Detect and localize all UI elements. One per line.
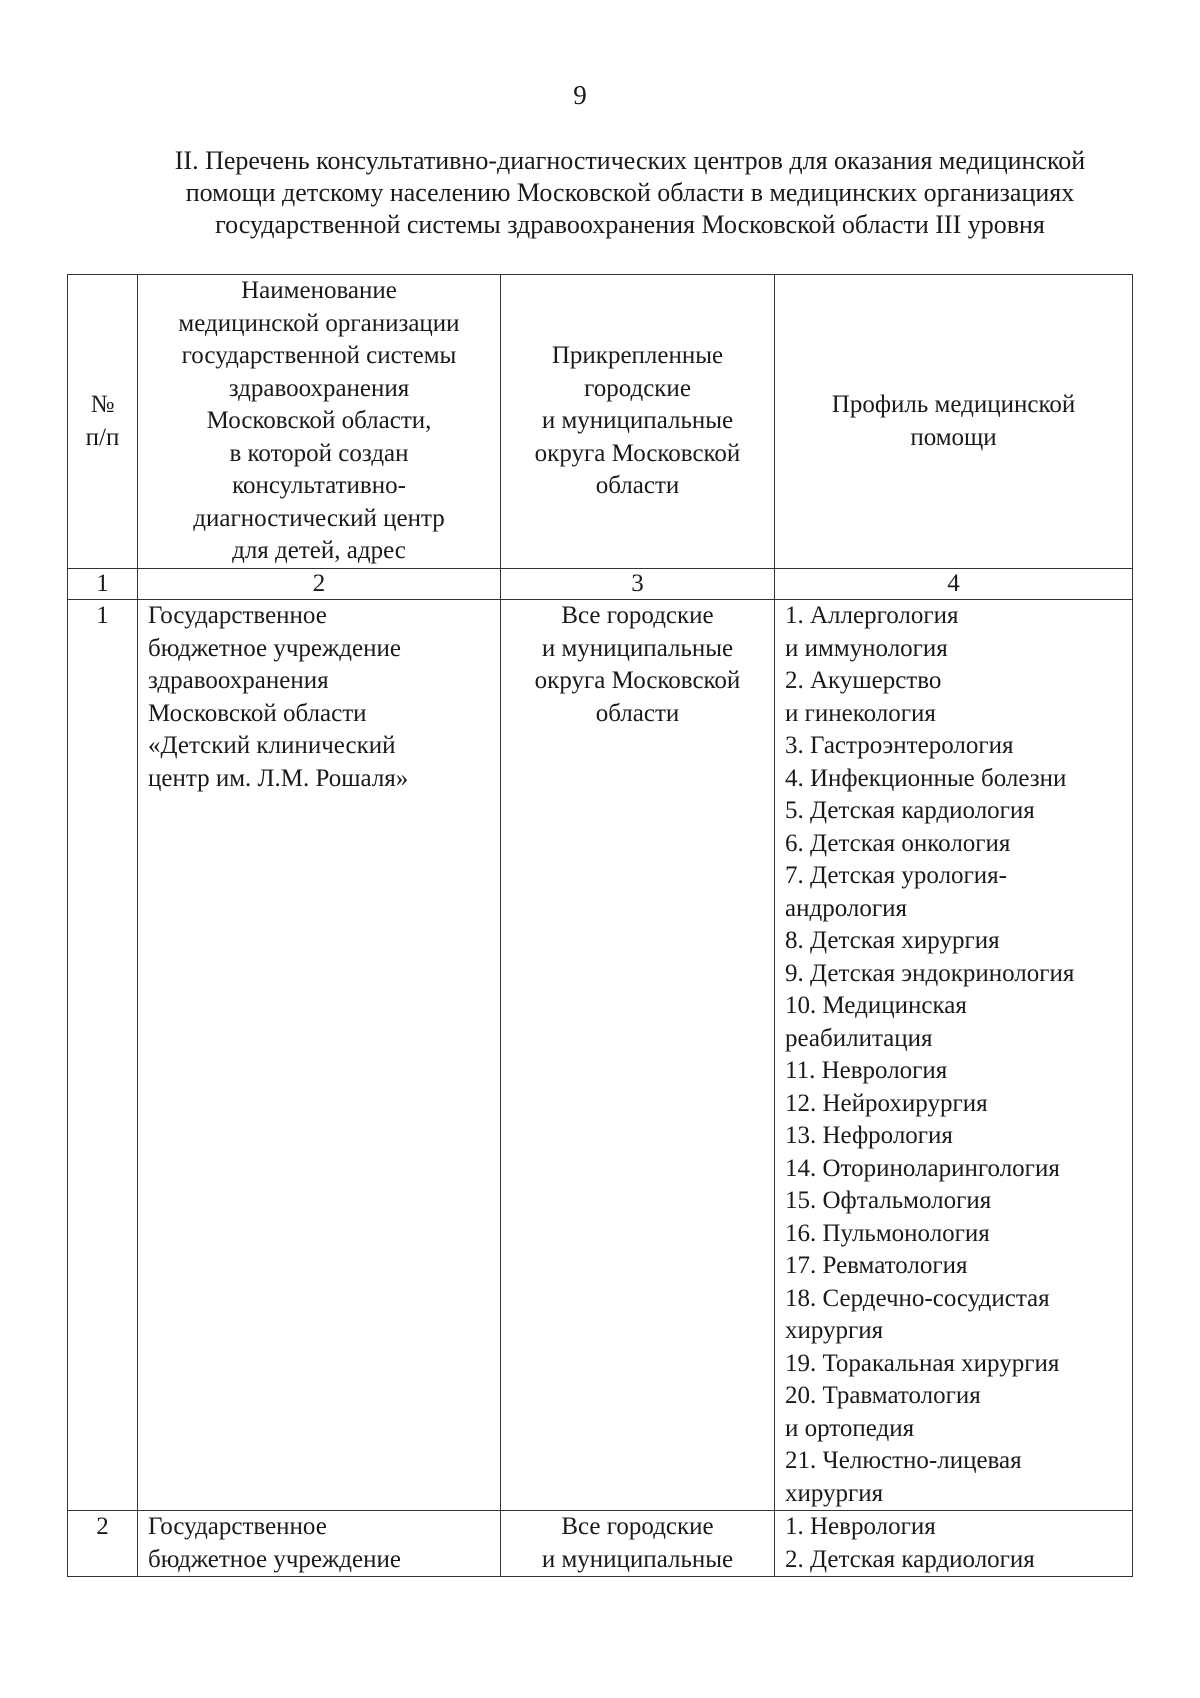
- organization-name-cell: Государственное бюджетное учреждение: [138, 1511, 501, 1577]
- header-number: № п/п: [68, 275, 138, 569]
- column-index: 4: [775, 569, 1133, 600]
- column-index: 2: [138, 569, 501, 600]
- title-line: государственной системы здравоохранения Московской области III уровня: [215, 210, 1045, 239]
- profile-list-cell: 1. Аллергология и иммунология 2. Акушерство и гинекология 3. Гастроэнтерология 4. Инфекционные болезни 5. Детская кардиология 6. Детская онкология 7. Детская урология- андрология 8. Детская хирургия 9. Детская эндокринология 10. Медицинская реабилитация 11. Неврология 12. Нейрохирургия 13. Нефрология 14. Оториноларингология 15. Офтальмология 16. Пульмонология 17. Ревматология 18. Сердечно-сосудистая хирургия 19. Торакальная хирургия 20. Травматология и ортопедия 21. Челюстно-лицевая хирургия: [775, 600, 1133, 1511]
- districts-cell: Все городские и муниципальные: [501, 1511, 775, 1577]
- page-number: 9: [573, 80, 587, 110]
- districts-cell: Все городские и муниципальные округа Московской области: [501, 600, 775, 1511]
- table-header-row: [68, 275, 1133, 569]
- table-row: [68, 1511, 1133, 1577]
- document-title: [120, 145, 1140, 241]
- row-number: 2: [68, 1511, 138, 1577]
- profile-list-cell: 1. Неврология 2. Детская кардиология: [775, 1511, 1133, 1577]
- organization-name-cell: Государственное бюджетное учреждение здравоохранения Московской области «Детский клинический центр им. Л.М. Рошаля»: [138, 600, 501, 1511]
- column-index-row: [68, 569, 1133, 600]
- title-line: II. Перечень консультативно-диагностических центров для оказания медицинской: [174, 146, 1086, 175]
- title-line: помощи детскому населению Московской области в медицинских организациях: [185, 178, 1075, 207]
- header-medical-profile: Профиль медицинской помощи: [775, 275, 1133, 569]
- column-index: 1: [68, 569, 138, 600]
- table-row: [68, 600, 1133, 1511]
- row-number: 1: [68, 600, 138, 1511]
- header-attached-districts: Прикрепленные городские и муниципальные округа Московской области: [501, 275, 775, 569]
- column-index: 3: [501, 569, 775, 600]
- consultation-centers-table: [67, 274, 1133, 1577]
- header-organization-name: Наименование медицинской организации государственной системы здравоохранения Московской области, в которой создан консультативно- диагностический центр для детей, адрес: [138, 275, 501, 569]
